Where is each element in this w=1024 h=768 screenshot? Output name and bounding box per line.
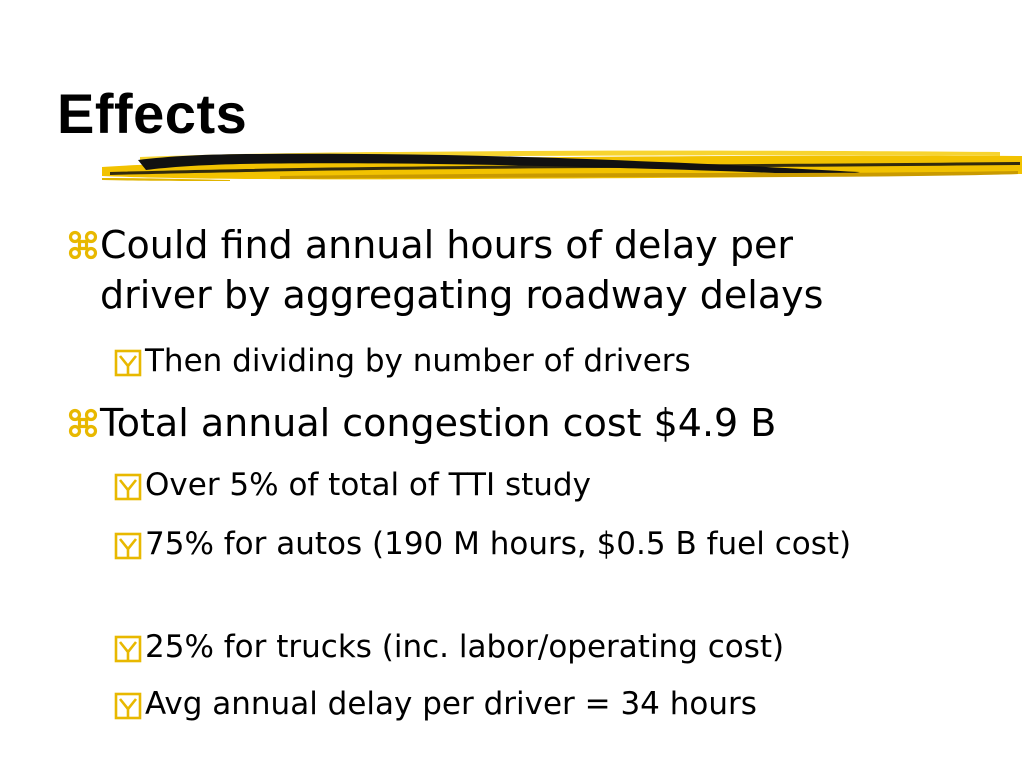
bullet-text: Total annual congestion cost $4.9 B xyxy=(100,401,777,445)
bullet-text: Could find annual hours of delay per driver by aggregating roadway delays xyxy=(100,223,824,317)
sub-bullet-item xyxy=(113,626,903,668)
sub-bullet-text: Over 5% of total of TTI study xyxy=(145,467,591,503)
slide-title: Effects xyxy=(57,82,248,145)
command-icon xyxy=(66,220,100,270)
checkbox-icon xyxy=(113,691,143,721)
command-icon xyxy=(66,398,100,448)
sub-bullet-text: Avg annual delay per driver = 34 hours xyxy=(145,686,757,722)
checkbox-icon xyxy=(113,634,143,664)
checkbox-icon xyxy=(113,472,143,502)
sub-bullet-text: Then dividing by number of drivers xyxy=(145,343,691,379)
sub-bullet-item xyxy=(113,464,903,506)
sub-bullet-text: 75% for autos (190 M hours, $0.5 B fuel cost) xyxy=(145,526,852,562)
sub-bullet-item xyxy=(113,340,903,382)
checkbox-icon xyxy=(113,531,143,561)
bullet-item xyxy=(66,220,866,320)
sub-bullet-item xyxy=(113,523,903,565)
sub-bullet-item xyxy=(113,683,903,725)
sub-bullet-text: 25% for trucks (inc. labor/operating cost) xyxy=(145,629,785,665)
checkbox-icon xyxy=(113,348,143,378)
brush-stroke-divider xyxy=(100,150,1024,188)
bullet-item xyxy=(66,398,866,448)
